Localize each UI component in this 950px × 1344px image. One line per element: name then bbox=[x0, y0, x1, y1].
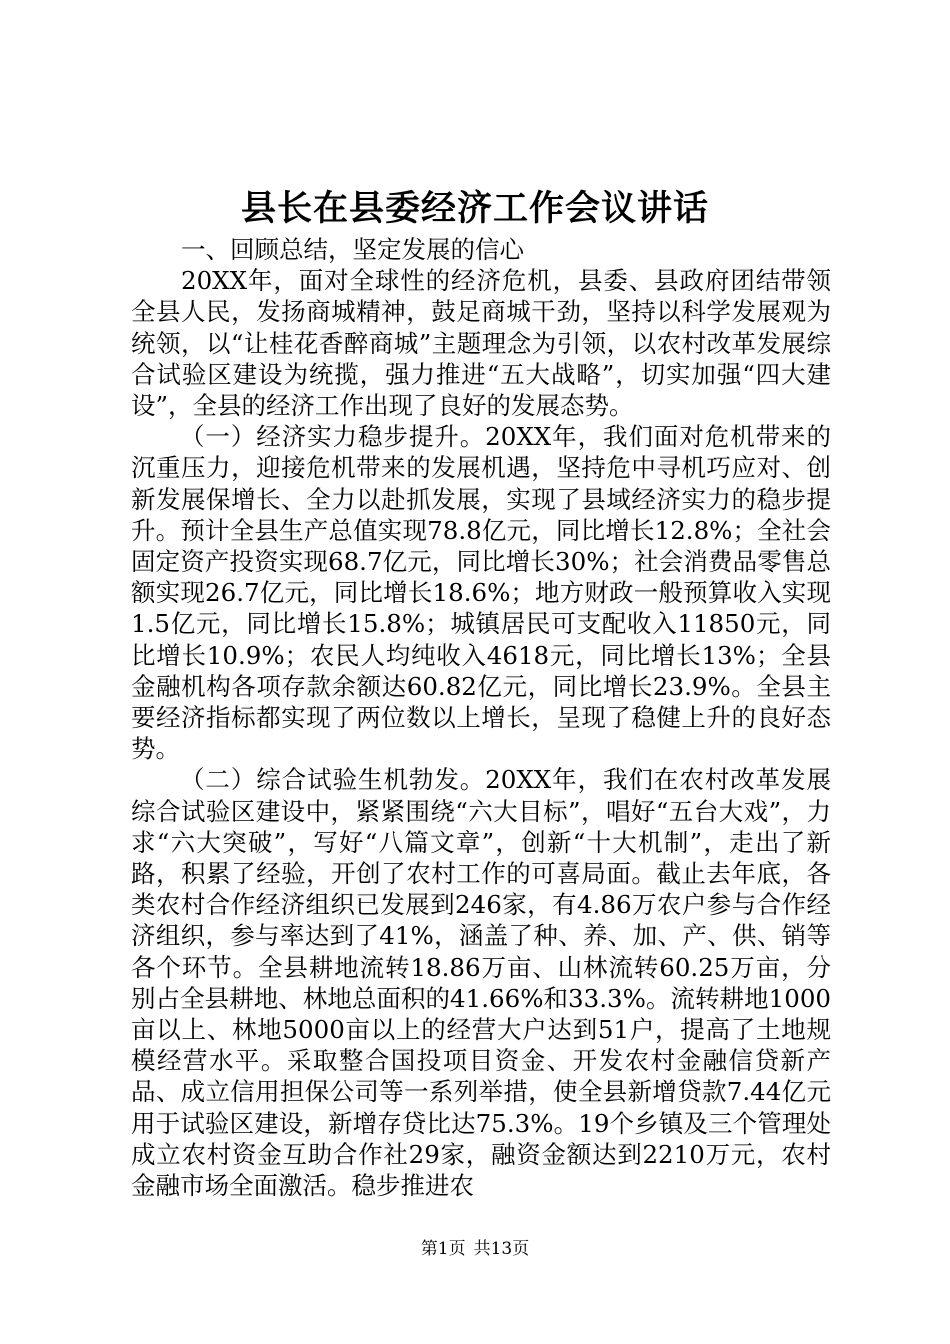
page-footer bbox=[0, 1238, 950, 1260]
paragraph-comprehensive-trial: （二）综合试验生机勃发。20XX年，我们在农村改革发展综合试验区建设中，紧紧围绕“六大目标”，唱好“五台大戏”，力求“六大突破”，写好“八篇文章”，创新“十大机制”，走出了新路，积累了经验，开创了农村工作的可喜局面。截止去年底，各类农村合作经济组织已发展到246家，有4.86万农户参与合作经济组织，参与率达到了41%，涵盖了种、养、加、产、供、销等各个环节。全县耕地流转18.86万亩、山林流转60.25万亩，分别占全县耕地、林地总面积的41.66%和33.3%。流转耕地1000亩以上、林地5000亩以上的经营大户达到51户，提高了土地规模经营水平。采取整合国投项目资金、开发农村金融信贷新产品、成立信用担保公司等一系列举措，使全县新增贷款7.44亿元用于试验区建设，新增存贷比达75.3%。19个乡镇及三个管理处成立农村资金互助合作社29家，融资金额达到2210万元，农村金融市场全面激活。稳步推进农 bbox=[131, 765, 831, 1201]
page-number: 第1页 bbox=[420, 1239, 466, 1259]
paragraph-intro: 20XX年，面对全球性的经济危机，县委、县政府团结带领全县人民，发扬商城精神，鼓足商城干劲，坚持以科学发展观为统领，以“让桂花香醉商城”主题理念为引领，以农村改革发展综合试验区建设为统揽，强力推进“五大战略”，切实加强“四大建设”，全县的经济工作出现了良好的发展态势。 bbox=[131, 266, 831, 421]
paragraph-economic-strength: （一）经济实力稳步提升。20XX年，我们面对危机带来的沉重压力，迎接危机带来的发展机遇，坚持危中寻机巧应对、创新发展保增长、全力以赴抓发展，实现了县域经济实力的稳步提升。预计全县生产总值实现78.8亿元，同比增长12.8%；全社会固定资产投资实现68.7亿元，同比增长30%；社会消费品零售总额实现26.7亿元，同比增长18.6%；地方财政一般预算收入实现1.5亿元，同比增长15.8%；城镇居民可支配收入11850元，同比增长10.9%；农民人均纯收入4618元，同比增长13%；全县金融机构各项存款余额达60.82亿元，同比增长23.9%。全县主要经济指标都实现了两位数以上增长，呈现了稳健上升的良好态势。 bbox=[131, 422, 831, 764]
document-body bbox=[131, 234, 831, 1201]
document-title: 县长在县委经济工作会议讲话 bbox=[240, 188, 709, 229]
section-heading: 一、回顾总结，坚定发展的信心 bbox=[181, 235, 524, 264]
page-total: 共13页 bbox=[473, 1239, 530, 1259]
